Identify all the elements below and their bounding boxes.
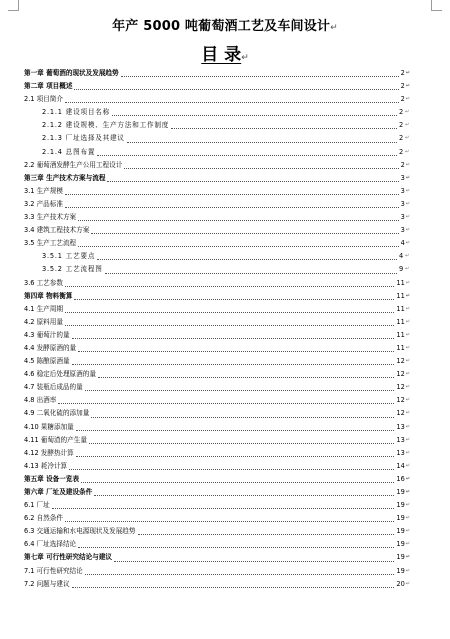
toc-entry[interactable] bbox=[24, 447, 410, 460]
toc-leader-dots bbox=[76, 456, 395, 457]
paragraph-mark-icon: ↵ bbox=[405, 200, 410, 207]
paragraph-mark-icon: ↵ bbox=[405, 397, 410, 404]
toc-entry-title: 2.1.4 总图布置 bbox=[42, 147, 96, 156]
toc-entry[interactable] bbox=[24, 329, 410, 342]
toc-leader-dots bbox=[65, 207, 399, 208]
paragraph-mark-icon: ↵ bbox=[405, 344, 410, 351]
paragraph-mark-icon: ↵ bbox=[405, 436, 410, 443]
toc-entry-page: 3 bbox=[400, 226, 405, 235]
toc-leader-dots bbox=[89, 443, 394, 444]
toc-entry-title: 3.4 建筑工程技术方案 bbox=[24, 226, 90, 235]
toc-entry-page: 19 bbox=[396, 540, 405, 549]
toc-entry-title: 4.8 出酒率 bbox=[24, 396, 57, 405]
toc-entry-page: 19 bbox=[396, 566, 405, 575]
toc-entry-title: 第一章 葡萄酒的现状及发展趋势 bbox=[24, 69, 119, 77]
toc-entry-title: 4.6 稳定后处理原酒的量 bbox=[24, 370, 96, 379]
toc-entry-page: 12 bbox=[396, 357, 405, 366]
toc-leader-dots bbox=[65, 286, 394, 287]
toc-entry-title: 第四章 物料衡算 bbox=[24, 291, 73, 300]
toc-leader-dots bbox=[124, 168, 398, 169]
toc-entry[interactable] bbox=[24, 132, 410, 145]
toc-entry-page: 3 bbox=[400, 173, 405, 182]
toc-leader-dots bbox=[52, 508, 395, 509]
toc-entry-page: 3 bbox=[400, 199, 405, 208]
paragraph-mark-icon: ↵ bbox=[405, 423, 410, 430]
toc-entry-page: 2 bbox=[400, 69, 405, 77]
toc-entry-page: 9 bbox=[399, 265, 404, 274]
toc-entry[interactable] bbox=[24, 172, 410, 185]
toc-entry-page: 3 bbox=[400, 213, 405, 222]
toc-leader-dots bbox=[78, 246, 398, 247]
toc-entry-page: 13 bbox=[396, 422, 405, 431]
toc-entry[interactable] bbox=[24, 211, 410, 224]
toc-entry[interactable] bbox=[24, 407, 410, 420]
toc-leader-dots bbox=[85, 390, 395, 391]
toc-entry-page: 2 bbox=[400, 160, 405, 169]
toc-entry[interactable] bbox=[24, 237, 410, 250]
toc-entry-title: 4.3 葡萄汁的量 bbox=[24, 330, 70, 339]
paragraph-mark-icon: ↵ bbox=[405, 148, 410, 155]
toc-entry-page: 12 bbox=[396, 383, 405, 392]
toc-entry[interactable] bbox=[24, 525, 410, 538]
toc-entry-page: 19 bbox=[396, 553, 405, 562]
toc-entry[interactable] bbox=[24, 460, 410, 473]
paragraph-mark-icon: ↵ bbox=[405, 371, 410, 378]
toc-entry-page: 11 bbox=[396, 317, 405, 326]
toc-entry-title: 6.2 自然条件 bbox=[24, 514, 63, 523]
toc-leader-dots bbox=[97, 259, 397, 260]
paragraph-mark-icon: ↵ bbox=[405, 554, 410, 561]
paragraph-mark-icon: ↵ bbox=[405, 279, 410, 286]
toc-entry-title: 4.5 陈酿原酒量 bbox=[24, 357, 70, 366]
toc-entry[interactable] bbox=[24, 473, 410, 486]
paragraph-mark-icon: ↵ bbox=[405, 96, 410, 103]
toc-entry-page: 16 bbox=[396, 474, 405, 483]
toc-leader-dots bbox=[72, 338, 395, 339]
toc-leader-dots bbox=[72, 364, 395, 365]
page-corner-mark-right bbox=[431, 0, 442, 11]
toc-entry-title: 4.11 葡萄渣的产生量 bbox=[24, 435, 87, 444]
toc-leader-dots bbox=[114, 561, 394, 562]
toc-entry-page: 2 bbox=[399, 108, 404, 117]
toc-entry[interactable] bbox=[24, 290, 410, 303]
toc-leader-dots bbox=[127, 142, 397, 143]
paragraph-mark-icon: ↵ bbox=[405, 305, 410, 312]
toc-entry[interactable] bbox=[24, 551, 410, 564]
toc-entry-page: 12 bbox=[396, 409, 405, 418]
paragraph-mark-icon: ↵ bbox=[405, 266, 410, 273]
paragraph-mark-icon: ↵ bbox=[405, 358, 410, 365]
toc-entry-title: 3.6 工艺参数 bbox=[24, 278, 63, 287]
toc-leader-dots bbox=[107, 181, 398, 182]
toc-entry-title: 4.4 发酵原酒的量 bbox=[24, 343, 77, 352]
toc-entry-title: 3.2 产品标准 bbox=[24, 199, 63, 208]
toc-entry[interactable] bbox=[24, 106, 410, 119]
toc-heading-text: 目 录 bbox=[201, 45, 242, 65]
toc-leader-dots bbox=[65, 312, 394, 313]
toc-leader-dots bbox=[78, 547, 394, 548]
toc-leader-dots bbox=[138, 534, 395, 535]
toc-leader-dots bbox=[74, 299, 394, 300]
toc-entry-title: 第三章 生产技术方案与流程 bbox=[24, 173, 106, 182]
toc-entry-page: 19 bbox=[396, 488, 405, 496]
paragraph-mark-icon: ↵ bbox=[405, 489, 410, 495]
paragraph-mark-icon: ↵ bbox=[405, 214, 410, 221]
paragraph-mark-icon: ↵ bbox=[405, 462, 410, 469]
toc-entry-title: 2.1.3 厂址选择及其建议 bbox=[42, 134, 125, 143]
toc-entry-page: 20 bbox=[396, 579, 405, 588]
toc-entry-title: 4.1 生产周期 bbox=[24, 304, 63, 313]
toc-leader-dots bbox=[171, 128, 397, 129]
toc-entry[interactable] bbox=[24, 316, 410, 329]
toc-leader-dots bbox=[78, 220, 398, 221]
toc-entry[interactable] bbox=[24, 421, 410, 434]
toc-entry-title: 2.1.2 建设规模、生产方法和工作制度 bbox=[42, 121, 170, 130]
paragraph-mark-icon: ↵ bbox=[405, 70, 410, 76]
paragraph-mark-icon: ↵ bbox=[405, 161, 410, 168]
toc-entry[interactable] bbox=[24, 146, 410, 159]
paragraph-mark-icon: ↵ bbox=[241, 53, 249, 63]
toc-entry-page: 12 bbox=[396, 370, 405, 379]
paragraph-mark-icon: ↵ bbox=[405, 410, 410, 417]
toc-entry-title: 3.1 生产规模 bbox=[24, 186, 63, 195]
toc-entry-title: 4.12 发酵热计算 bbox=[24, 448, 74, 457]
toc-leader-dots bbox=[85, 574, 395, 575]
toc-leader-dots bbox=[97, 155, 397, 156]
toc-entry-title: 4.7 装瓶后成品的量 bbox=[24, 383, 83, 392]
toc-entry[interactable] bbox=[24, 565, 410, 578]
toc-entry-title: 4.13 耗冷计算 bbox=[24, 461, 68, 470]
paragraph-mark-icon: ↵ bbox=[405, 331, 410, 338]
document-title-text: 年产 5000 吨葡萄酒工艺及车间设计 bbox=[112, 19, 331, 34]
paragraph-mark-icon: ↵ bbox=[405, 227, 410, 234]
toc-entry-page: 11 bbox=[396, 343, 405, 352]
toc-entry[interactable] bbox=[24, 538, 410, 551]
toc-leader-dots bbox=[98, 377, 394, 378]
paragraph-mark-icon: ↵ bbox=[405, 449, 410, 456]
toc-entry-page: 2 bbox=[400, 82, 405, 91]
toc-entry[interactable] bbox=[24, 277, 410, 290]
toc-leader-dots bbox=[65, 194, 399, 195]
toc-entry[interactable] bbox=[24, 512, 410, 525]
paragraph-mark-icon: ↵ bbox=[405, 240, 410, 247]
toc-entry-page: 11 bbox=[396, 291, 405, 300]
toc-entry-title: 3.5 生产工艺流程 bbox=[24, 239, 77, 248]
toc-entry-page: 19 bbox=[396, 514, 405, 523]
paragraph-mark-icon: ↵ bbox=[405, 83, 410, 90]
toc-entry[interactable] bbox=[24, 263, 410, 276]
toc-leader-dots bbox=[121, 76, 399, 77]
toc-leader-dots bbox=[69, 469, 394, 470]
toc-heading bbox=[0, 40, 450, 65]
toc-leader-dots bbox=[91, 417, 394, 418]
paragraph-mark-icon: ↵ bbox=[405, 109, 410, 116]
toc-leader-dots bbox=[65, 325, 394, 326]
paragraph-mark-icon: ↵ bbox=[405, 253, 410, 260]
paragraph-mark-icon: ↵ bbox=[405, 528, 410, 535]
toc-entry-page: 19 bbox=[396, 501, 405, 510]
toc-leader-dots bbox=[94, 495, 394, 496]
toc-leader-dots bbox=[105, 273, 397, 274]
toc-entry-page: 2 bbox=[399, 147, 404, 156]
toc-entry-title: 第五章 设备一览表 bbox=[24, 474, 80, 483]
toc-entry-title: 3.3 生产技术方案 bbox=[24, 213, 77, 222]
toc-entry-title: 3.5.1 工艺要点 bbox=[42, 252, 96, 261]
paragraph-mark-icon: ↵ bbox=[405, 515, 410, 522]
toc-entry-page: 2 bbox=[399, 121, 404, 130]
toc-entry-page: 11 bbox=[396, 330, 405, 339]
paragraph-mark-icon: ↵ bbox=[405, 292, 410, 299]
toc-leader-dots bbox=[74, 89, 398, 90]
toc-entry[interactable] bbox=[24, 198, 410, 211]
toc-entry-title: 2.2 葡萄酒发酵生产公用工程设计 bbox=[24, 160, 123, 169]
toc-entry[interactable] bbox=[24, 224, 410, 237]
toc-entry[interactable] bbox=[24, 499, 410, 512]
toc-entry[interactable] bbox=[24, 67, 410, 80]
toc-entry-page: 4 bbox=[399, 252, 404, 261]
paragraph-mark-icon: ↵ bbox=[330, 23, 338, 33]
toc-entry[interactable] bbox=[24, 250, 410, 263]
toc-leader-dots bbox=[91, 233, 398, 234]
toc-entry[interactable] bbox=[24, 93, 410, 106]
toc-entry-title: 3.5.2 工艺流程图 bbox=[42, 265, 103, 274]
toc-entry[interactable] bbox=[24, 185, 410, 198]
toc-leader-dots bbox=[72, 587, 395, 588]
toc-leader-dots bbox=[65, 102, 399, 103]
toc-entry-page: 11 bbox=[396, 304, 405, 313]
paragraph-mark-icon: ↵ bbox=[405, 580, 410, 587]
toc-entry-title: 第七章 可行性研究结论与建议 bbox=[24, 553, 113, 562]
toc-entry-page: 2 bbox=[400, 95, 405, 104]
toc-entry[interactable] bbox=[24, 303, 410, 316]
paragraph-mark-icon: ↵ bbox=[405, 318, 410, 325]
toc-entry-title: 4.10 果糖添加量 bbox=[24, 422, 74, 431]
toc-entry-page: 11 bbox=[396, 278, 405, 287]
table-of-contents bbox=[24, 67, 410, 591]
toc-entry-title: 4.2 原料用量 bbox=[24, 317, 63, 326]
toc-entry[interactable] bbox=[24, 394, 410, 407]
toc-entry-page: 14 bbox=[396, 461, 405, 470]
toc-entry-page: 19 bbox=[396, 527, 405, 536]
toc-entry-title: 4.9 二氧化硫的添加量 bbox=[24, 409, 90, 418]
toc-entry-title: 2.1.1 建设项目名称 bbox=[42, 108, 111, 117]
toc-entry-title: 7.1 可行性研究结论 bbox=[24, 566, 83, 575]
paragraph-mark-icon: ↵ bbox=[405, 475, 410, 482]
paragraph-mark-icon: ↵ bbox=[405, 135, 410, 142]
toc-entry[interactable] bbox=[24, 578, 410, 591]
toc-entry-page: 2 bbox=[399, 134, 404, 143]
toc-leader-dots bbox=[78, 351, 394, 352]
toc-entry[interactable] bbox=[24, 119, 410, 132]
page-corner-mark-left bbox=[8, 0, 19, 11]
paragraph-mark-icon: ↵ bbox=[405, 541, 410, 548]
toc-entry-page: 12 bbox=[396, 396, 405, 405]
toc-entry-title: 6.1 厂址 bbox=[24, 501, 50, 510]
toc-entry-title: 第六章 厂址及建设条件 bbox=[24, 488, 93, 496]
toc-entry-title: 第二章 项目概述 bbox=[24, 82, 73, 91]
paragraph-mark-icon: ↵ bbox=[405, 384, 410, 391]
toc-leader-dots bbox=[76, 430, 395, 431]
toc-leader-dots bbox=[58, 403, 394, 404]
toc-entry-page: 13 bbox=[396, 448, 405, 457]
toc-entry-title: 7.2 问题与建议 bbox=[24, 579, 70, 588]
paragraph-mark-icon: ↵ bbox=[405, 174, 410, 181]
document-title bbox=[0, 15, 450, 34]
toc-entry[interactable] bbox=[24, 368, 410, 381]
toc-entry-page: 3 bbox=[400, 186, 405, 195]
paragraph-mark-icon: ↵ bbox=[405, 502, 410, 509]
toc-entry[interactable] bbox=[24, 159, 410, 172]
toc-entry[interactable] bbox=[24, 355, 410, 368]
toc-entry[interactable] bbox=[24, 381, 410, 394]
toc-entry[interactable] bbox=[24, 486, 410, 499]
toc-entry[interactable] bbox=[24, 434, 410, 447]
paragraph-mark-icon: ↵ bbox=[405, 122, 410, 129]
toc-entry-page: 13 bbox=[396, 435, 405, 444]
toc-entry[interactable] bbox=[24, 80, 410, 93]
toc-entry-title: 2.1 项目简介 bbox=[24, 95, 63, 104]
toc-leader-dots bbox=[112, 115, 397, 116]
paragraph-mark-icon: ↵ bbox=[405, 187, 410, 194]
paragraph-mark-icon: ↵ bbox=[405, 567, 410, 574]
toc-leader-dots bbox=[81, 482, 394, 483]
toc-entry[interactable] bbox=[24, 342, 410, 355]
toc-entry-page: 4 bbox=[400, 239, 405, 248]
toc-entry-title: 6.3 交通运输和水电源现状及发展趋势 bbox=[24, 527, 136, 536]
toc-entry-title: 6.4 厂址选择结论 bbox=[24, 540, 77, 549]
toc-leader-dots bbox=[65, 521, 394, 522]
